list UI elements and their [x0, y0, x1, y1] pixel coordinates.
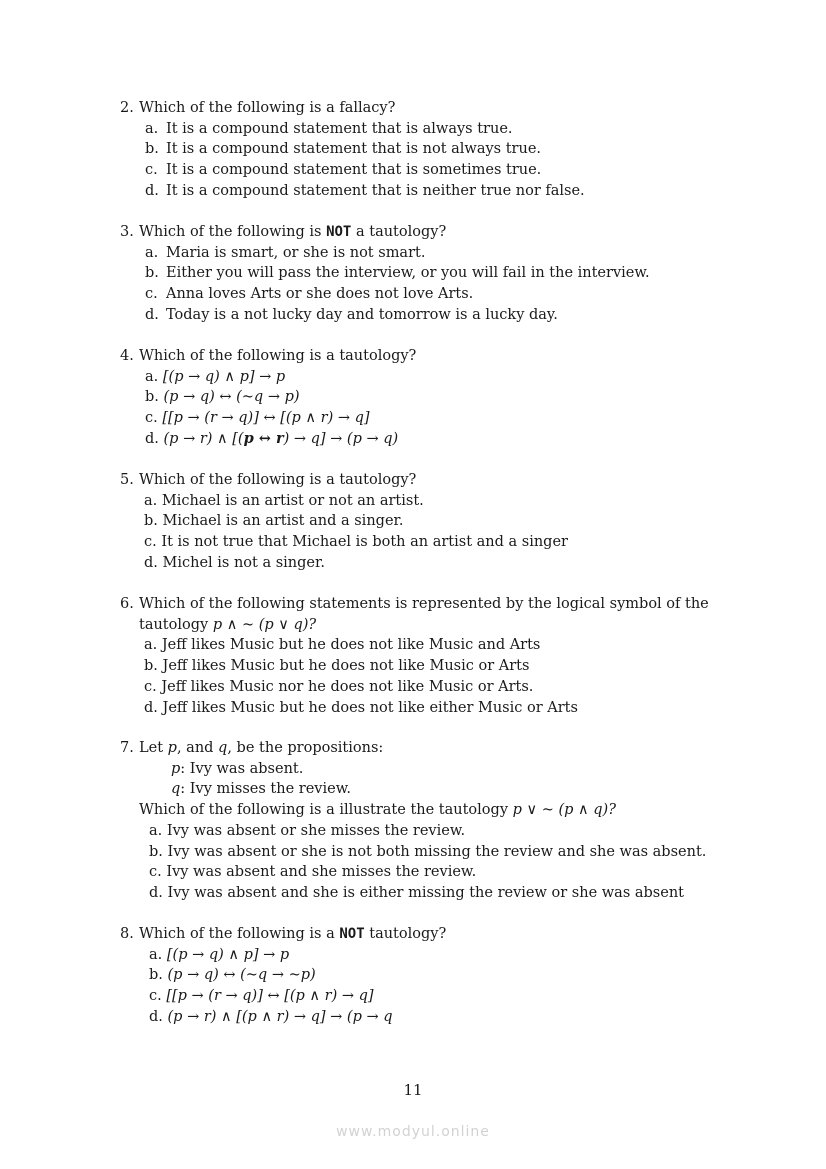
question-number: 2. — [120, 100, 134, 116]
option-letter: c. — [145, 162, 158, 179]
question-text: Which of the following is a illustrate the tautology — [139, 802, 513, 819]
option-a — [120, 119, 740, 140]
option-b: b. Jeff likes Music but he does not like Music or Arts — [144, 658, 530, 675]
option-expression: (p → r) ∧ [(p ∧ r) → q] → (p → q — [167, 1008, 393, 1025]
option-letter: c. — [145, 286, 158, 303]
proposition-text: : Ivy misses the review. — [180, 781, 351, 798]
question-text: Which of the following is a tautology? — [139, 348, 417, 364]
option-expression: [[p → (r → q)] ↔ [(p ∧ r) → q] — [162, 410, 370, 427]
question-5 — [120, 470, 740, 574]
emphasis-not: NOT — [326, 224, 352, 240]
question-stem — [120, 738, 740, 759]
question-text: tautology — [139, 616, 213, 633]
option-text: Today is a not lucky day and tomorrow is a lucky day. — [166, 306, 558, 323]
option-expression: (p → q) ↔ (~q → p) — [163, 389, 300, 406]
option-expression: [(p → q) ∧ p] → p — [166, 946, 290, 963]
proposition-q — [120, 779, 740, 800]
question-number: 5. — [120, 472, 134, 488]
option-letter: d. — [145, 182, 159, 199]
variable-q: q — [218, 740, 228, 756]
option-letter: a. — [145, 120, 159, 137]
option-expression: [(p → q) ∧ p] → p — [162, 368, 286, 385]
option-expression: (p → r) ∧ [( — [163, 430, 244, 447]
option-c: c. It is not true that Michael is both an artist and a singer — [144, 534, 568, 551]
question-number: 8. — [120, 926, 134, 942]
watermark: www.modyul.online — [336, 1124, 490, 1140]
question-6 — [120, 594, 740, 718]
option-b: b. Ivy was absent or she is not both missing the review and she was absent. — [149, 843, 707, 860]
option-d: d. Jeff likes Music but he does not like either Music or Arts — [144, 699, 578, 716]
option-letter: c. — [145, 410, 158, 427]
option-letter: a. — [145, 368, 159, 385]
option-expression: (p → q) ↔ (~q → ~p) — [167, 967, 316, 984]
option-text: It is a compound statement that is sometimes true. — [166, 162, 542, 179]
question-2 — [120, 98, 740, 202]
question-stem — [120, 470, 740, 491]
option-a — [120, 367, 740, 388]
question-3 — [120, 222, 740, 326]
option-a: a. Michael is an artist or not an artist. — [144, 492, 424, 509]
option-letter: b. — [145, 141, 159, 158]
question-stem — [120, 594, 740, 615]
option-a: a. Ivy was absent or she misses the review. — [149, 822, 466, 839]
question-number: 7. — [120, 740, 134, 756]
question-7 — [120, 738, 740, 904]
option-letter: c. — [149, 988, 162, 1005]
option-expression-bold: p ↔ r — [243, 429, 284, 447]
question-stem-continued — [120, 615, 740, 636]
option-c: c. Ivy was absent and she misses the review. — [149, 864, 477, 881]
emphasis-not: NOT — [339, 926, 365, 942]
option-d — [120, 1007, 740, 1028]
option-letter: b. — [145, 265, 159, 282]
option-expression: [[p → (r → q)] ↔ [(p ∧ r) → q] — [166, 988, 374, 1005]
question-8 — [120, 924, 740, 1028]
option-text: It is a compound statement that is neither true nor false. — [166, 182, 585, 199]
option-letter: b. — [145, 389, 159, 406]
option-c — [120, 284, 740, 305]
option-letter: d. — [149, 1008, 163, 1025]
question-expression: p ∧ ~ (p ∨ q)? — [212, 616, 317, 633]
question-text: , be the propositions: — [227, 740, 384, 756]
option-text: Either you will pass the interview, or you will fail in the interview. — [166, 265, 650, 282]
question-text: Which of the following is a fallacy? — [139, 100, 396, 116]
option-d — [120, 181, 740, 202]
option-b — [120, 387, 740, 408]
question-text-end: a tautology? — [351, 224, 447, 240]
variable-p: p — [167, 740, 177, 756]
question-stem — [120, 346, 740, 367]
question-number: 3. — [120, 224, 134, 240]
variable-q: q — [171, 781, 181, 798]
question-4 — [120, 346, 740, 450]
option-d: d. Ivy was absent and she is either missing the review or she was absent — [149, 884, 684, 901]
proposition-text: : Ivy was absent. — [180, 760, 304, 777]
option-letter: a. — [145, 244, 159, 261]
option-expression-end: ) → q] → (p → q) — [283, 430, 399, 447]
proposition-p — [120, 759, 740, 780]
option-b — [120, 139, 740, 160]
page-number: 11 — [403, 1081, 423, 1099]
option-a: a. Jeff likes Music but he does not like Music and Arts — [144, 637, 541, 654]
option-b: b. Michael is an artist and a singer. — [144, 513, 404, 530]
option-d — [120, 429, 740, 450]
question-text-end: tautology? — [364, 926, 447, 942]
option-text: It is a compound statement that is not always true. — [166, 141, 542, 158]
option-text: Maria is smart, or she is not smart. — [166, 244, 426, 261]
option-letter: b. — [149, 967, 163, 984]
question-text: , and — [176, 740, 219, 756]
option-c — [120, 160, 740, 181]
question-stem — [120, 924, 740, 945]
option-a — [120, 945, 740, 966]
option-letter: d. — [145, 430, 159, 447]
option-b — [120, 263, 740, 284]
option-c — [120, 408, 740, 429]
question-text: Which of the following is a — [139, 926, 340, 942]
option-text: It is a compound statement that is always true. — [166, 120, 513, 137]
option-text: Anna loves Arts or she does not love Arts. — [166, 286, 474, 303]
question-text: Which of the following is — [139, 224, 327, 240]
question-stem — [120, 98, 740, 119]
question-number: 4. — [120, 348, 134, 364]
option-d: d. Michel is not a singer. — [144, 554, 325, 571]
question-text: Let — [139, 740, 168, 756]
option-a — [120, 243, 740, 264]
question-text: Which of the following is a tautology? — [139, 472, 417, 488]
option-c — [120, 986, 740, 1007]
question-text: Which of the following statements is represented by the logical symbol of the — [139, 596, 709, 612]
option-letter: d. — [145, 306, 159, 323]
question-expression: p ∨ ~ (p ∧ q)? — [512, 802, 616, 819]
question-number: 6. — [120, 596, 134, 612]
option-c: c. Jeff likes Music nor he does not like Music or Arts. — [144, 678, 534, 695]
option-letter: a. — [149, 946, 163, 963]
option-b — [120, 965, 740, 986]
question-prompt — [120, 800, 740, 821]
option-d — [120, 305, 740, 326]
variable-p: p — [171, 760, 181, 777]
question-stem — [120, 222, 740, 243]
